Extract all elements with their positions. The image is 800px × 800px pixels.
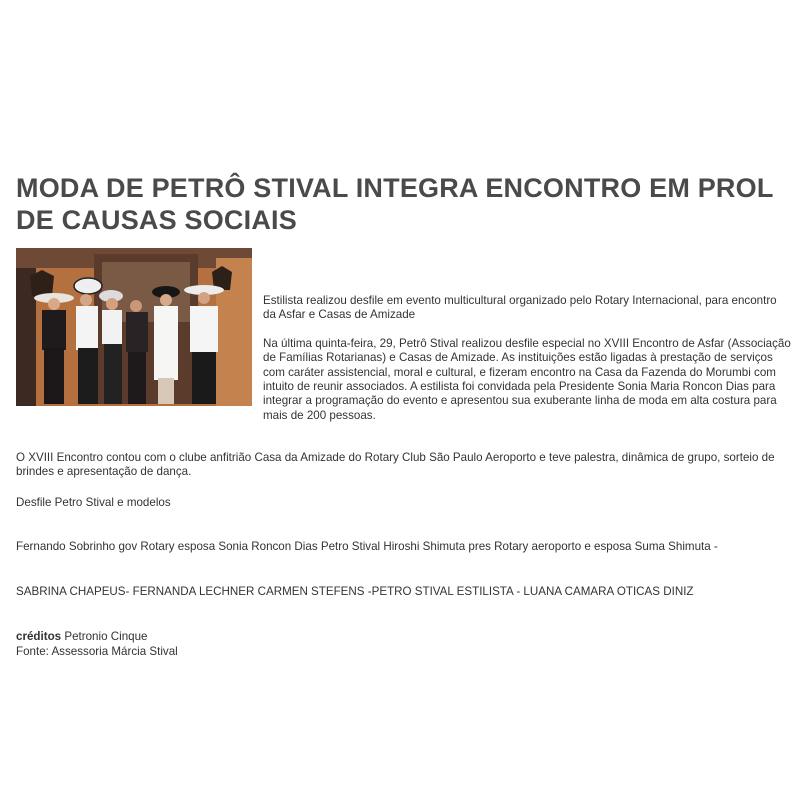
source-line: Fonte: Assessoria Márcia Stival (16, 645, 178, 659)
body-paragraph: O XVIII Encontro contou com o clube anfitrião Casa da Amizade do Rotary Club São Paulo Aeroporto e teve palestra, dinâmica de grupo, sorteio de brindes e apresentação de dança. (16, 451, 775, 479)
credits-label: créditos (16, 630, 62, 644)
models-photo-image (16, 248, 252, 406)
photo-caption-names: Fernando Sobrinho gov Rotary esposa Sonia Roncon Dias Petro Stival Hiroshi Shimuta pres Rotary aeroporto e esposa Suma Shimuta - (16, 540, 718, 554)
lead-column (263, 294, 791, 437)
lead-paragraph: Na última quinta-feira, 29, Petrô Stival realizou desfile especial no XVIII Encontro de Asfar (Associação de Famílias Rotarianas) e Casas de Amizade. As instituições estão ligadas à prestação de serviços com caráter assistencial, moral e cultural, e fizeram encontro na Casa da Fazenda do Morumbi com intuito de reunir associados. A estilista foi convidada pela Presidente Sonia Maria Roncon Dias para integrar a programação do evento e apresentou sua exuberante linha de moda em alta costura para mais de 200 pessoas. (263, 336, 791, 422)
credits-value: Petronio Cinque (64, 630, 148, 644)
article-photo (16, 248, 252, 406)
photo-caption-title: Desfile Petro Stival e modelos (16, 495, 171, 509)
credits-line (16, 629, 786, 644)
credits-block (16, 629, 786, 659)
subhead: Estilista realizou desfile em evento multicultural organizado pelo Rotary Internacional, para encontro da Asfar e Casas de Amizade (263, 294, 777, 322)
photo-caption-models: SABRINA CHAPEUS- FERNANDA LECHNER CARMEN STEFENS -PETRO STIVAL ESTILISTA - LUANA CAMARA OTICAS DINIZ (16, 584, 694, 598)
headline: MODA DE PETRÔ STIVAL INTEGRA ENCONTRO EM PROL DE CAUSAS SOCIAIS (16, 173, 774, 235)
article-body (16, 451, 786, 659)
